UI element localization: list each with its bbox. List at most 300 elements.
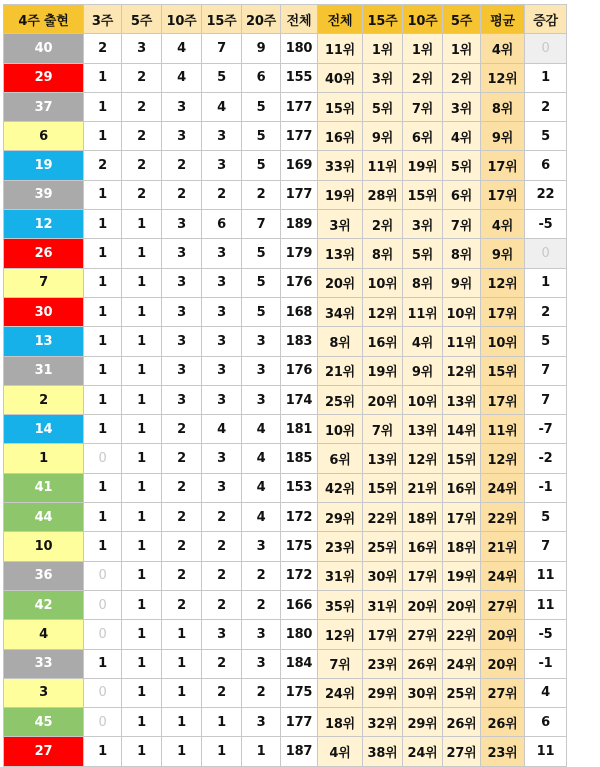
rank-15-weeks: 13위 [363, 444, 403, 473]
count-15-weeks: 3 [202, 356, 242, 385]
count-10-weeks: 1 [162, 678, 202, 707]
rank-average: 20위 [481, 620, 525, 649]
header-rank-5-weeks: 5주 [443, 5, 481, 34]
count-total: 153 [281, 473, 318, 502]
rank-average: 26위 [481, 708, 525, 737]
count-total: 180 [281, 34, 318, 63]
number-cell: 12 [4, 210, 84, 239]
table-row [4, 561, 567, 590]
change-value: -1 [525, 649, 567, 678]
rank-15-weeks: 31위 [363, 590, 403, 619]
table-row [4, 210, 567, 239]
lotto-frequency-table-container [3, 4, 567, 767]
count-10-weeks: 2 [162, 444, 202, 473]
change-value: -7 [525, 415, 567, 444]
number-cell: 27 [4, 737, 84, 766]
rank-5-weeks: 15위 [443, 444, 481, 473]
count-20-weeks: 2 [242, 561, 281, 590]
rank-15-weeks: 38위 [363, 737, 403, 766]
rank-total: 16위 [318, 122, 363, 151]
rank-total: 29위 [318, 503, 363, 532]
table-row [4, 385, 567, 414]
number-cell: 6 [4, 122, 84, 151]
rank-10-weeks: 20위 [403, 590, 443, 619]
lotto-frequency-table [3, 4, 567, 767]
change-value: 2 [525, 92, 567, 121]
count-5-weeks: 1 [122, 297, 162, 326]
rank-average: 12위 [481, 268, 525, 297]
rank-15-weeks: 16위 [363, 327, 403, 356]
count-10-weeks: 2 [162, 415, 202, 444]
count-10-weeks: 3 [162, 268, 202, 297]
rank-average: 9위 [481, 239, 525, 268]
count-10-weeks: 1 [162, 708, 202, 737]
change-value: 5 [525, 327, 567, 356]
count-5-weeks: 2 [122, 180, 162, 209]
count-20-weeks: 5 [242, 268, 281, 297]
rank-15-weeks: 11위 [363, 151, 403, 180]
rank-5-weeks: 16위 [443, 473, 481, 502]
count-total: 166 [281, 590, 318, 619]
count-total: 185 [281, 444, 318, 473]
count-15-weeks: 2 [202, 532, 242, 561]
count-15-weeks: 2 [202, 590, 242, 619]
count-20-weeks: 2 [242, 590, 281, 619]
count-20-weeks: 2 [242, 678, 281, 707]
number-cell: 2 [4, 385, 84, 414]
rank-average: 21위 [481, 532, 525, 561]
rank-total: 19위 [318, 180, 363, 209]
rank-total: 12위 [318, 620, 363, 649]
count-total: 179 [281, 239, 318, 268]
rank-5-weeks: 4위 [443, 122, 481, 151]
rank-10-weeks: 12위 [403, 444, 443, 473]
rank-average: 4위 [481, 210, 525, 239]
rank-5-weeks: 2위 [443, 63, 481, 92]
count-20-weeks: 2 [242, 180, 281, 209]
count-20-weeks: 5 [242, 122, 281, 151]
rank-total: 6위 [318, 444, 363, 473]
rank-average: 22위 [481, 503, 525, 532]
table-row [4, 63, 567, 92]
rank-10-weeks: 24위 [403, 737, 443, 766]
count-10-weeks: 2 [162, 151, 202, 180]
number-cell: 29 [4, 63, 84, 92]
rank-average: 17위 [481, 180, 525, 209]
change-value: 2 [525, 297, 567, 326]
rank-10-weeks: 30위 [403, 678, 443, 707]
rank-10-weeks: 18위 [403, 503, 443, 532]
change-value: -1 [525, 473, 567, 502]
count-5-weeks: 1 [122, 385, 162, 414]
rank-average: 4위 [481, 34, 525, 63]
count-5-weeks: 1 [122, 444, 162, 473]
count-20-weeks: 6 [242, 63, 281, 92]
count-total: 181 [281, 415, 318, 444]
rank-average: 10위 [481, 327, 525, 356]
rank-total: 10위 [318, 415, 363, 444]
header-15-weeks: 15주 [202, 5, 242, 34]
count-3-weeks: 1 [84, 356, 122, 385]
rank-total: 35위 [318, 590, 363, 619]
rank-average: 27위 [481, 678, 525, 707]
rank-average: 12위 [481, 63, 525, 92]
table-row [4, 297, 567, 326]
count-total: 177 [281, 180, 318, 209]
rank-5-weeks: 9위 [443, 268, 481, 297]
count-15-weeks: 2 [202, 649, 242, 678]
number-cell: 1 [4, 444, 84, 473]
count-10-weeks: 3 [162, 327, 202, 356]
change-value: 0 [525, 34, 567, 63]
rank-10-weeks: 15위 [403, 180, 443, 209]
count-15-weeks: 3 [202, 444, 242, 473]
table-row [4, 180, 567, 209]
header-row [4, 5, 567, 34]
count-15-weeks: 2 [202, 678, 242, 707]
rank-average: 17위 [481, 385, 525, 414]
rank-5-weeks: 7위 [443, 210, 481, 239]
rank-15-weeks: 20위 [363, 385, 403, 414]
count-15-weeks: 3 [202, 268, 242, 297]
change-value: 6 [525, 708, 567, 737]
count-20-weeks: 5 [242, 239, 281, 268]
rank-15-weeks: 17위 [363, 620, 403, 649]
count-total: 172 [281, 561, 318, 590]
count-5-weeks: 1 [122, 649, 162, 678]
rank-5-weeks: 14위 [443, 415, 481, 444]
count-3-weeks: 0 [84, 590, 122, 619]
count-15-weeks: 3 [202, 151, 242, 180]
rank-average: 17위 [481, 151, 525, 180]
number-cell: 7 [4, 268, 84, 297]
rank-5-weeks: 26위 [443, 708, 481, 737]
table-row [4, 34, 567, 63]
count-20-weeks: 4 [242, 473, 281, 502]
rank-15-weeks: 32위 [363, 708, 403, 737]
rank-total: 3위 [318, 210, 363, 239]
rank-5-weeks: 12위 [443, 356, 481, 385]
table-row [4, 708, 567, 737]
rank-average: 11위 [481, 415, 525, 444]
rank-total: 33위 [318, 151, 363, 180]
rank-10-weeks: 10위 [403, 385, 443, 414]
table-row [4, 415, 567, 444]
rank-5-weeks: 18위 [443, 532, 481, 561]
rank-total: 13위 [318, 239, 363, 268]
rank-15-weeks: 7위 [363, 415, 403, 444]
change-value: 1 [525, 268, 567, 297]
count-total: 183 [281, 327, 318, 356]
rank-10-weeks: 17위 [403, 561, 443, 590]
rank-10-weeks: 11위 [403, 297, 443, 326]
rank-total: 4위 [318, 737, 363, 766]
count-20-weeks: 9 [242, 34, 281, 63]
count-5-weeks: 1 [122, 415, 162, 444]
number-cell: 3 [4, 678, 84, 707]
header-rank-10-weeks: 10주 [403, 5, 443, 34]
count-10-weeks: 3 [162, 297, 202, 326]
count-15-weeks: 2 [202, 561, 242, 590]
count-5-weeks: 2 [122, 151, 162, 180]
rank-5-weeks: 1위 [443, 34, 481, 63]
count-3-weeks: 2 [84, 151, 122, 180]
table-row [4, 620, 567, 649]
count-20-weeks: 7 [242, 210, 281, 239]
rank-total: 15위 [318, 92, 363, 121]
count-5-weeks: 2 [122, 122, 162, 151]
rank-15-weeks: 25위 [363, 532, 403, 561]
rank-15-weeks: 22위 [363, 503, 403, 532]
change-value: 7 [525, 532, 567, 561]
rank-total: 20위 [318, 268, 363, 297]
number-cell: 36 [4, 561, 84, 590]
number-cell: 41 [4, 473, 84, 502]
count-total: 174 [281, 385, 318, 414]
count-15-weeks: 2 [202, 180, 242, 209]
count-15-weeks: 3 [202, 385, 242, 414]
count-5-weeks: 1 [122, 532, 162, 561]
number-cell: 26 [4, 239, 84, 268]
rank-5-weeks: 17위 [443, 503, 481, 532]
rank-total: 34위 [318, 297, 363, 326]
count-10-weeks: 3 [162, 239, 202, 268]
rank-10-weeks: 13위 [403, 415, 443, 444]
change-value: 11 [525, 561, 567, 590]
count-15-weeks: 4 [202, 92, 242, 121]
header-rank-average: 평균 [481, 5, 525, 34]
header-rank-total: 전체 [318, 5, 363, 34]
count-20-weeks: 4 [242, 503, 281, 532]
rank-10-weeks: 16위 [403, 532, 443, 561]
count-5-weeks: 1 [122, 356, 162, 385]
count-3-weeks: 0 [84, 620, 122, 649]
count-3-weeks: 1 [84, 532, 122, 561]
count-3-weeks: 1 [84, 385, 122, 414]
table-row [4, 444, 567, 473]
count-20-weeks: 5 [242, 297, 281, 326]
change-value: -2 [525, 444, 567, 473]
change-value: 7 [525, 385, 567, 414]
count-total: 177 [281, 92, 318, 121]
rank-5-weeks: 19위 [443, 561, 481, 590]
count-total: 168 [281, 297, 318, 326]
rank-10-weeks: 3위 [403, 210, 443, 239]
header-number: 4주 출현 [4, 5, 84, 34]
count-15-weeks: 7 [202, 34, 242, 63]
rank-5-weeks: 5위 [443, 151, 481, 180]
count-15-weeks: 6 [202, 210, 242, 239]
count-20-weeks: 3 [242, 620, 281, 649]
rank-10-weeks: 2위 [403, 63, 443, 92]
rank-total: 40위 [318, 63, 363, 92]
count-20-weeks: 3 [242, 649, 281, 678]
change-value: 1 [525, 63, 567, 92]
rank-5-weeks: 11위 [443, 327, 481, 356]
table-row [4, 473, 567, 502]
change-value: 0 [525, 239, 567, 268]
count-3-weeks: 1 [84, 122, 122, 151]
rank-5-weeks: 6위 [443, 180, 481, 209]
table-row [4, 268, 567, 297]
count-3-weeks: 0 [84, 444, 122, 473]
count-10-weeks: 2 [162, 590, 202, 619]
rank-15-weeks: 29위 [363, 678, 403, 707]
rank-10-weeks: 27위 [403, 620, 443, 649]
count-10-weeks: 1 [162, 649, 202, 678]
rank-average: 12위 [481, 444, 525, 473]
rank-15-weeks: 1위 [363, 34, 403, 63]
number-cell: 30 [4, 297, 84, 326]
rank-total: 11위 [318, 34, 363, 63]
table-row [4, 532, 567, 561]
rank-10-weeks: 4위 [403, 327, 443, 356]
count-15-weeks: 3 [202, 473, 242, 502]
change-value: -5 [525, 210, 567, 239]
rank-5-weeks: 25위 [443, 678, 481, 707]
rank-15-weeks: 23위 [363, 649, 403, 678]
rank-15-weeks: 3위 [363, 63, 403, 92]
count-15-weeks: 3 [202, 239, 242, 268]
count-20-weeks: 4 [242, 444, 281, 473]
count-3-weeks: 1 [84, 297, 122, 326]
count-10-weeks: 4 [162, 34, 202, 63]
count-20-weeks: 3 [242, 385, 281, 414]
count-20-weeks: 4 [242, 415, 281, 444]
rank-10-weeks: 26위 [403, 649, 443, 678]
count-5-weeks: 1 [122, 268, 162, 297]
change-value: 6 [525, 151, 567, 180]
number-cell: 19 [4, 151, 84, 180]
count-20-weeks: 3 [242, 327, 281, 356]
table-row [4, 678, 567, 707]
count-5-weeks: 1 [122, 737, 162, 766]
count-5-weeks: 1 [122, 473, 162, 502]
header-total: 전체 [281, 5, 318, 34]
header-3-weeks: 3주 [84, 5, 122, 34]
count-20-weeks: 5 [242, 151, 281, 180]
rank-average: 24위 [481, 561, 525, 590]
count-5-weeks: 1 [122, 503, 162, 532]
count-10-weeks: 2 [162, 532, 202, 561]
rank-average: 23위 [481, 737, 525, 766]
rank-15-weeks: 15위 [363, 473, 403, 502]
number-cell: 31 [4, 356, 84, 385]
table-row [4, 503, 567, 532]
rank-average: 24위 [481, 473, 525, 502]
table-row [4, 649, 567, 678]
rank-total: 24위 [318, 678, 363, 707]
count-15-weeks: 3 [202, 620, 242, 649]
rank-total: 21위 [318, 356, 363, 385]
header-5-weeks: 5주 [122, 5, 162, 34]
rank-average: 20위 [481, 649, 525, 678]
rank-average: 15위 [481, 356, 525, 385]
change-value: 4 [525, 678, 567, 707]
change-value: 5 [525, 122, 567, 151]
rank-total: 8위 [318, 327, 363, 356]
number-cell: 39 [4, 180, 84, 209]
count-total: 180 [281, 620, 318, 649]
count-3-weeks: 1 [84, 737, 122, 766]
number-cell: 40 [4, 34, 84, 63]
rank-average: 8위 [481, 92, 525, 121]
count-15-weeks: 2 [202, 503, 242, 532]
table-row [4, 356, 567, 385]
count-15-weeks: 3 [202, 327, 242, 356]
count-10-weeks: 3 [162, 356, 202, 385]
rank-10-weeks: 5위 [403, 239, 443, 268]
rank-5-weeks: 22위 [443, 620, 481, 649]
count-10-weeks: 3 [162, 210, 202, 239]
rank-10-weeks: 9위 [403, 356, 443, 385]
count-3-weeks: 1 [84, 92, 122, 121]
rank-15-weeks: 19위 [363, 356, 403, 385]
count-total: 177 [281, 708, 318, 737]
rank-15-weeks: 5위 [363, 92, 403, 121]
count-total: 187 [281, 737, 318, 766]
rank-15-weeks: 10위 [363, 268, 403, 297]
rank-10-weeks: 1위 [403, 34, 443, 63]
rank-10-weeks: 29위 [403, 708, 443, 737]
count-10-weeks: 4 [162, 63, 202, 92]
rank-10-weeks: 6위 [403, 122, 443, 151]
header-rank-15-weeks: 15주 [363, 5, 403, 34]
count-3-weeks: 0 [84, 708, 122, 737]
number-cell: 33 [4, 649, 84, 678]
number-cell: 45 [4, 708, 84, 737]
count-total: 169 [281, 151, 318, 180]
rank-15-weeks: 30위 [363, 561, 403, 590]
table-row [4, 239, 567, 268]
table-row [4, 122, 567, 151]
count-20-weeks: 3 [242, 532, 281, 561]
count-3-weeks: 0 [84, 678, 122, 707]
rank-total: 42위 [318, 473, 363, 502]
header-10-weeks: 10주 [162, 5, 202, 34]
count-3-weeks: 1 [84, 473, 122, 502]
rank-15-weeks: 9위 [363, 122, 403, 151]
change-value: 11 [525, 737, 567, 766]
table-row [4, 590, 567, 619]
number-cell: 13 [4, 327, 84, 356]
table-row [4, 92, 567, 121]
rank-5-weeks: 3위 [443, 92, 481, 121]
rank-total: 18위 [318, 708, 363, 737]
count-total: 155 [281, 63, 318, 92]
table-row [4, 737, 567, 766]
rank-10-weeks: 19위 [403, 151, 443, 180]
rank-10-weeks: 8위 [403, 268, 443, 297]
count-20-weeks: 3 [242, 356, 281, 385]
count-5-weeks: 2 [122, 63, 162, 92]
count-10-weeks: 2 [162, 561, 202, 590]
change-value: 22 [525, 180, 567, 209]
count-10-weeks: 1 [162, 620, 202, 649]
count-3-weeks: 1 [84, 210, 122, 239]
count-3-weeks: 1 [84, 63, 122, 92]
count-15-weeks: 5 [202, 63, 242, 92]
table-row [4, 151, 567, 180]
change-value: 11 [525, 590, 567, 619]
rank-5-weeks: 10위 [443, 297, 481, 326]
rank-5-weeks: 8위 [443, 239, 481, 268]
count-3-weeks: 0 [84, 561, 122, 590]
count-10-weeks: 2 [162, 503, 202, 532]
count-3-weeks: 1 [84, 180, 122, 209]
count-10-weeks: 1 [162, 737, 202, 766]
rank-10-weeks: 7위 [403, 92, 443, 121]
